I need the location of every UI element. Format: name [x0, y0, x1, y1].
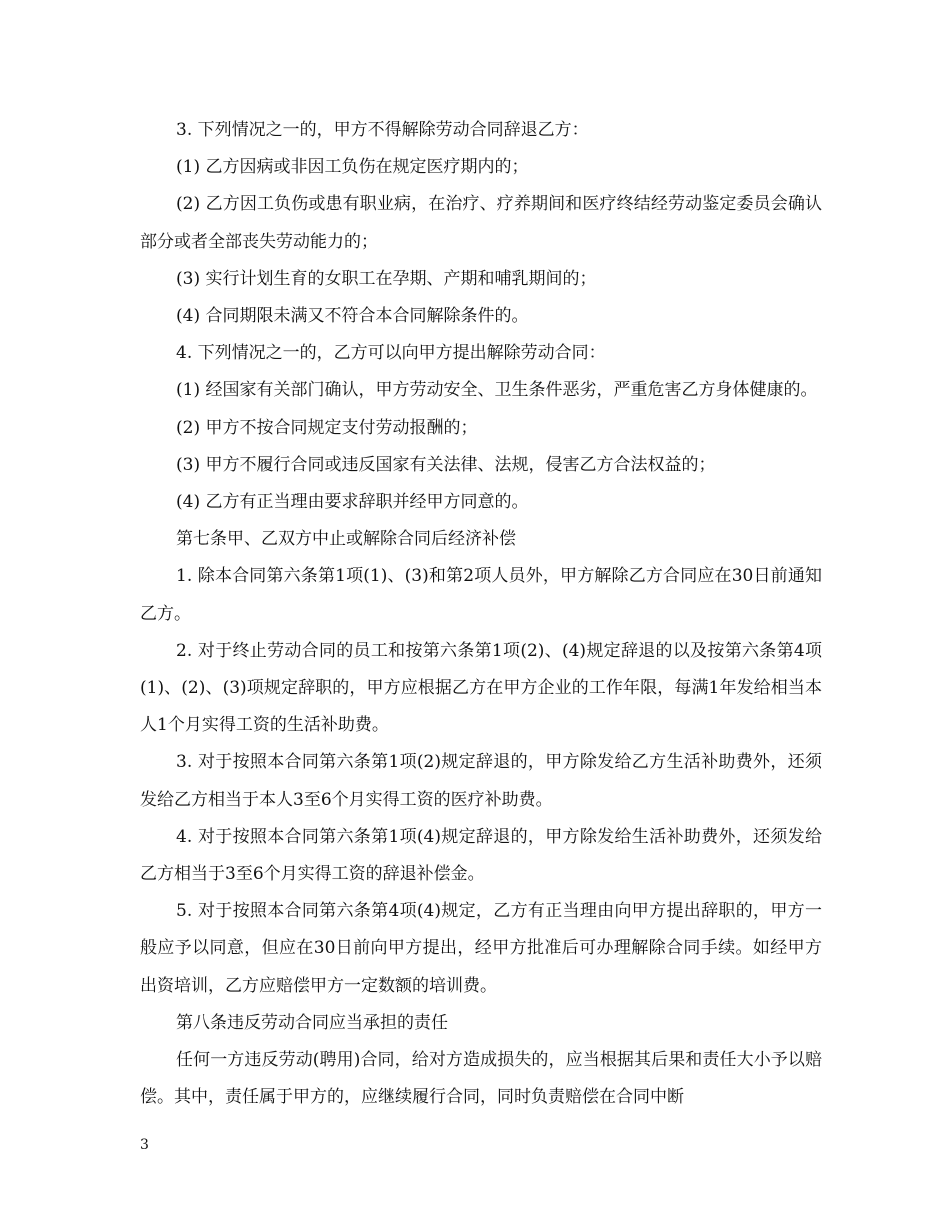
section-heading-article-8: 第八条违反劳动合同应当承担的责任: [176, 1012, 448, 1033]
paragraph-2: (1) 乙方因病或非因工负伤在规定医疗期内的；: [176, 157, 529, 178]
page-number: 3: [140, 1137, 149, 1153]
paragraph-15: 4. 对于按照本合同第六条第1项(4)规定辞退的，甲方除发给生活补助费外，还须发给乙方相当于3至6个月实得工资的辞退补偿金。: [140, 826, 822, 885]
section-heading-article-7: 第七条甲、乙双方中止或解除合同后经济补偿: [176, 529, 516, 550]
paragraph-6: 4. 下列情况之一的，乙方可以向甲方提出解除劳动合同：: [176, 343, 606, 364]
paragraph-4: (3) 实行计划生育的女职工在孕期、产期和哺乳期间的；: [176, 268, 597, 289]
paragraph-1: 3. 下列情况之一的，甲方不得解除劳动合同辞退乙方：: [176, 120, 589, 140]
paragraph-3: (2) 乙方因工负伤或患有职业病，在治疗、疗养期间和医疗终结经劳动鉴定委员会确认部分或者全部丧失劳动能力的；: [140, 194, 822, 252]
paragraph-13: 2. 对于终止劳动合同的员工和按第六条第1项(2)、(4)规定辞退的以及按第六条第4项(1)、(2)、(3)项规定辞职的，甲方应根据乙方在甲方企业的工作年限，每满1年发给相当本人1个月实得工资的生活补助费。: [140, 640, 822, 736]
paragraph-18: 任何一方违反劳动(聘用)合同，给对方造成损失的，应当根据其后果和责任大小予以赔偿。其中，责任属于甲方的，应继续履行合同，同时负责赔偿在合同中断: [140, 1050, 822, 1108]
paragraph-5: (4) 合同期限未满又不符合本合同解除条件的。: [176, 306, 529, 327]
document-body: [140, 112, 822, 1116]
paragraph-8: (2) 甲方不按合同规定支付劳动报酬的；: [176, 417, 478, 438]
paragraph-10: (4) 乙方有正当理由要求辞职并经甲方同意的。: [176, 492, 529, 513]
paragraph-14: 3. 对于按照本合同第六条第1项(2)规定辞退的，甲方除发给乙方生活补助费外，还须发给乙方相当于本人3至6个月实得工资的医疗补助费。: [140, 752, 822, 810]
paragraph-9: (3) 甲方不履行合同或违反国家有关法律、法规，侵害乙方合法权益的；: [176, 454, 716, 475]
paragraph-12: 1. 除本合同第六条第1项(1)、(3)和第2项人员外，甲方解除乙方合同应在30日前通知乙方。: [140, 566, 822, 624]
paragraph-7: (1) 经国家有关部门确认，甲方劳动安全、卫生条件恶劣，严重危害乙方身体健康的。: [176, 380, 818, 401]
paragraph-16: 5. 对于按照本合同第六条第4项(4)规定，乙方有正当理由向甲方提出辞职的，甲方一般应予以同意，但应在30日前向甲方提出，经甲方批准后可办理解除合同手续。如经甲方出资培训，乙方应赔偿甲方一定数额的培训费。: [140, 901, 822, 996]
